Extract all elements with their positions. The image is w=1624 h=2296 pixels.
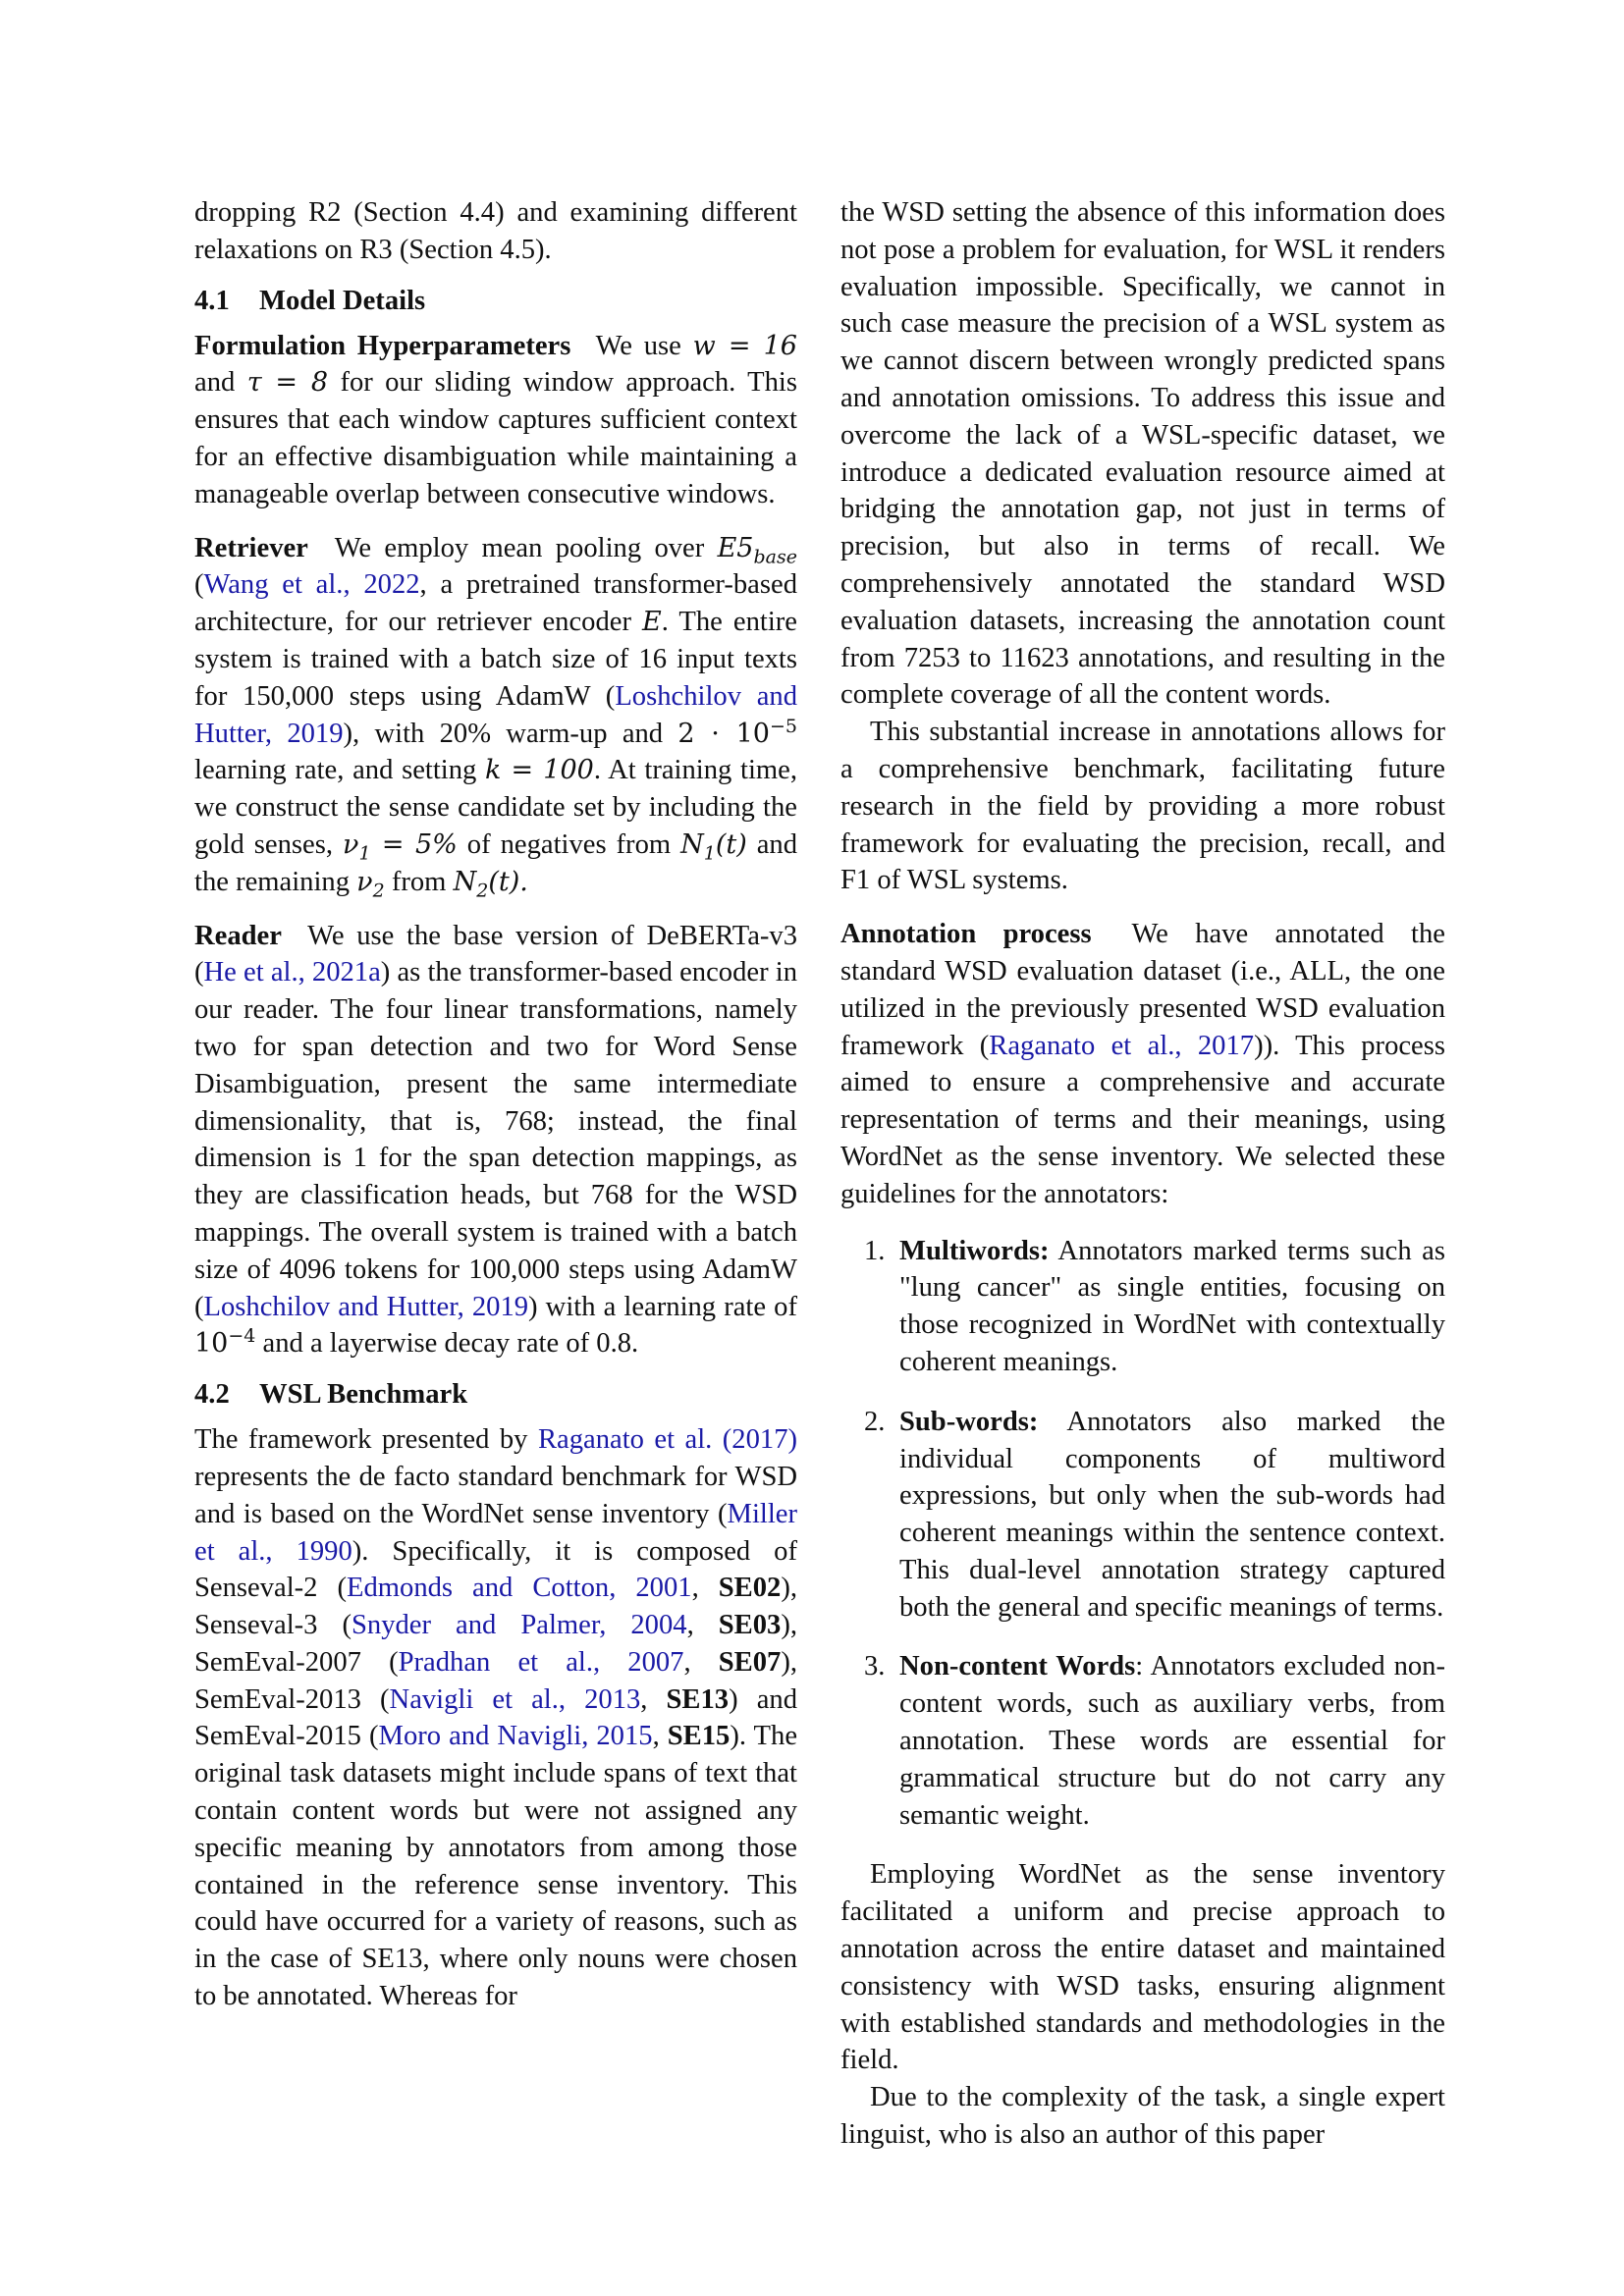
list-label: Sub-words: [899, 1406, 1039, 1437]
left-column [194, 194, 797, 2015]
section-number: 4.1 [194, 285, 230, 316]
list-number: 1. [864, 1235, 886, 1266]
guidelines-list [840, 1233, 1445, 1835]
paragraph-label: Annotation process [840, 919, 1092, 950]
list-item: 3. Non-content Words: Annotators excluded non-content words, such as auxiliary verbs, from annotation. These words are essential for grammatical structure but do not carry any semantic weight. [840, 1648, 1445, 1834]
math-nu2: $\nu_2$ [356, 866, 385, 902]
section-number: 4.2 [194, 1379, 230, 1411]
formulation-paragraph: Formulation Hyperparameters We use w = 16 and τ = 8 for our sliding window approach. This ensures that each window captures sufficient context for an effective disambiguation while maintaining a manageable overlap between consecutive windows. [194, 330, 798, 509]
citation-link[interactable]: Moro and Navigli, 2015 [378, 1721, 653, 1752]
list-item: 1. Multiwords: Annotators marked terms such as "lung cancer" as single entities, focusing on those recognized in WordNet with contextually coherent meanings. [840, 1233, 1445, 1381]
continuation-paragraph: the WSD setting the absence of this information does not pose a problem for evaluation, for WSL it renders evaluation impossible. Specifically, we cannot in such case measure the precision of a WSL system as we cannot discern between wrongly predicted spans and annotation omissions. To address this issue and overcome the lack of a WSL-specific dataset, we introduce a dedicated evaluation resource aimed at bridging the annotation gap, not just in terms of precision, but also in terms of recall. We comprehensively annotated the standard WSD evaluation datasets, increasing the annotation count from 7253 to 11623 annotations, and resulting in the complete coverage of all the content words. [840, 197, 1445, 711]
right-column [840, 194, 1445, 2154]
annotation-paragraph: Annotation process We have annotated the standard WSD evaluation dataset (i.e., ALL, the one utilized in the previously presented WSD evaluation framework (Raganato et al., 2017)). This process aimed to ensure a comprehensive and accurate representation of terms and their meanings, using WordNet as the sense inventory. We selected these guidelines for the annotators: [840, 919, 1446, 1209]
math-nu1: $\nu_1 = 5\%$ [343, 828, 458, 865]
increase-paragraph: This substantial increase in annotations allows for a comprehensive benchmark, facilitating future research in the field by providing a more robust framework for evaluating the precision, recall, and F1 of WSL systems. [840, 717, 1445, 896]
complexity-paragraph: Due to the complexity of the task, a single expert linguist, who is also an author of this paper [840, 2082, 1445, 2151]
list-label: Multiwords: [899, 1235, 1050, 1266]
math-w: w = 16 [692, 330, 797, 361]
list-item: 2. Sub-words: Annotators also marked the individual components of multiword expressions, but only when the sub-words had coherent meanings within the sentence context. This dual-level annotation strategy captured both the general and specific meanings of terms. [840, 1404, 1445, 1627]
math-e5: $E5_{base}$ [717, 532, 797, 567]
citation-link[interactable]: Raganato et al., 2017 [989, 1030, 1255, 1061]
section-title: WSL Benchmark [259, 1379, 468, 1411]
intro-paragraph: dropping R2 (Section 4.4) and examining different relaxations on R3 (Section 4.5). [194, 197, 797, 265]
citation-link[interactable]: Loshchilov and Hutter, 2019 [194, 680, 797, 749]
citation-link[interactable]: He et al., 2021a [203, 957, 381, 988]
citation-link[interactable]: Wang et al., 2022 [203, 569, 420, 601]
employing-paragraph: Employing WordNet as the sense inventory facilitated a uniform and precise approach to annotation across the entire dataset and maintained consistency with WSD tasks, ensuring alignment with established standards and methodologies in the field. [840, 1859, 1445, 2076]
section-4-1-heading [194, 283, 797, 319]
benchmark-paragraph: The framework presented by Raganato et al. (2017) represents the de facto standard benchmark for WSD and is based on the WordNet sense inventory (Miller et al., 1990). Specifically, it is composed of Senseval-2 (Edmonds and Cotton, 2001, SE02), Senseval-3 (Snyder and Palmer, 2004, SE03), SemEval-2007 (Pradhan et al., 2007, SE07), SemEval-2013 (Navigli et al., 2013, SE13) and SemEval-2015 (Moro and Navigli, 2015, SE15). The original task datasets might include spans of text that contain content words but were not assigned any specific meaning by annotators from among those contained in the reference sense inventory. This could have occurred for a variety of reasons, such as in the case of SE13, where only nouns were chosen to be annotated. Whereas for [194, 1424, 798, 2012]
list-number: 3. [864, 1651, 886, 1682]
section-4-2-heading [194, 1376, 797, 1413]
math-lr2: $10^{-4}$ [194, 1325, 256, 1360]
citation-link[interactable]: Loshchilov and Hutter, 2019 [203, 1291, 529, 1322]
paragraph-label: Formulation Hyperparameters [194, 330, 571, 361]
math-lr: $2 \cdot 10^{-5}$ [677, 715, 797, 749]
math-E: E [642, 607, 662, 638]
citation-link[interactable]: Snyder and Palmer, 2004 [352, 1610, 687, 1641]
section-title: Model Details [259, 285, 426, 316]
citation-link[interactable]: Pradhan et al., 2007 [398, 1646, 684, 1678]
math-k: k = 100 [485, 755, 594, 786]
math-n2: $N_2(t)$. [453, 866, 528, 902]
citation-link[interactable]: Miller et al., 1990 [194, 1498, 797, 1567]
citation-link[interactable]: Edmonds and Cotton, 2001 [347, 1573, 692, 1604]
paragraph-label: Retriever [194, 532, 308, 563]
citation-link[interactable]: Raganato et al. (2017) [537, 1424, 798, 1456]
list-number: 2. [864, 1406, 886, 1437]
paragraph-label: Reader [194, 920, 282, 951]
list-label: Non-content Words [899, 1651, 1136, 1682]
reader-paragraph: Reader We use the base version of DeBERTa-v3 (He et al., 2021a) as the transformer-based encoder in our reader. The four linear transformations, namely two for span detection and two for Word Sense Disambiguation, present the same intermediate dimensionality, that is, 768; instead, the final dimension is 1 for the span detection mappings, as they are classification heads, but 768 for the WSD mappings. The overall system is trained with a batch size of 4096 tokens for 100,000 steps using AdamW (Loshchilov and Hutter, 2019) with a learning rate of $10^{-4}$ and a layerwise decay rate of 0.8. [194, 920, 798, 1360]
citation-link[interactable]: Navigli et al., 2013 [389, 1683, 641, 1715]
math-tau: τ = 8 [246, 367, 329, 399]
math-n1: $N_1(t)$ [680, 828, 747, 865]
retriever-paragraph: Retriever We employ mean pooling over $E5_{base}$ (Wang et al., 2022, a pretrained transformer-based architecture, for our retriever encoder E. The entire system is trained with a batch size of 16 input texts for 150,000 steps using AdamW (Loshchilov and Hutter, 2019), with 20% warm-up and $2 \cdot 10^{-5}$ learning rate, and setting k = 100. At training time, we construct the sense candidate set by including the gold senses, $\nu_1 = 5\%$ of negatives from $N_1(t)$ and the remaining $\nu_2$ from $N_2(t)$. [194, 532, 798, 902]
